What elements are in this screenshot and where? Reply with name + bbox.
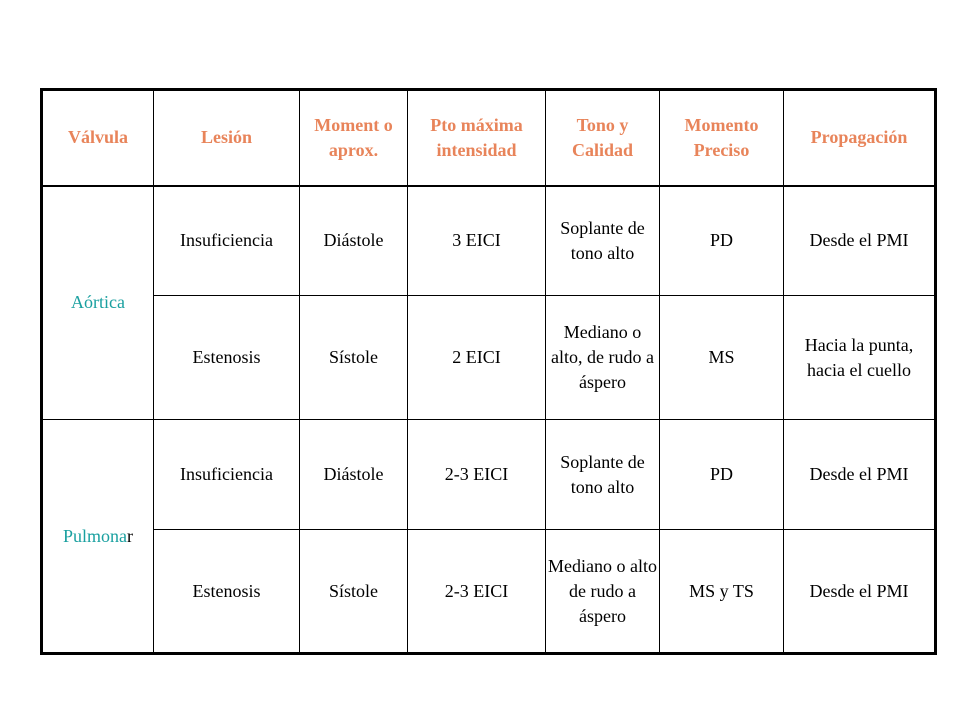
cell-momento: Sístole: [300, 530, 408, 654]
header-valvula: Válvula: [42, 90, 154, 186]
header-momento-aprox: Moment o aprox.: [300, 90, 408, 186]
valve-aortica: Aórtica: [42, 186, 154, 420]
cell-propagacion: Desde el PMI: [784, 186, 936, 296]
cell-lesion: Estenosis: [154, 530, 300, 654]
header-propagacion: Propagación: [784, 90, 936, 186]
cell-pto: 3 EICI: [408, 186, 546, 296]
cell-lesion: Insuficiencia: [154, 420, 300, 530]
table-row: [42, 530, 936, 654]
cell-preciso: PD: [660, 186, 784, 296]
valve-murmur-table: [40, 88, 937, 655]
header-momento-preciso: Momento Preciso: [660, 90, 784, 186]
cell-pto: 2-3 EICI: [408, 420, 546, 530]
table-row: [42, 186, 936, 296]
cell-preciso: MS y TS: [660, 530, 784, 654]
cell-tono: Mediano o alto, de rudo a áspero: [546, 296, 660, 420]
cell-momento: Sístole: [300, 296, 408, 420]
table-row: [42, 420, 936, 530]
cell-propagacion: Desde el PMI: [784, 420, 936, 530]
cell-pto: 2-3 EICI: [408, 530, 546, 654]
cell-tono: Mediano o alto de rudo a áspero: [546, 530, 660, 654]
cell-momento: Diástole: [300, 186, 408, 296]
cell-lesion: Estenosis: [154, 296, 300, 420]
cell-preciso: PD: [660, 420, 784, 530]
header-row: [42, 90, 936, 186]
cell-tono: Soplante de tono alto: [546, 186, 660, 296]
cell-preciso: MS: [660, 296, 784, 420]
cell-propagacion: Desde el PMI: [784, 530, 936, 654]
cell-momento: Diástole: [300, 420, 408, 530]
table-row: [42, 296, 936, 420]
header-tono-calidad: Tono y Calidad: [546, 90, 660, 186]
cell-tono: Soplante de tono alto: [546, 420, 660, 530]
header-pto-maxima: Pto máxima intensidad: [408, 90, 546, 186]
cell-propagacion: Hacia la punta, hacia el cuello: [784, 296, 936, 420]
header-lesion: Lesión: [154, 90, 300, 186]
cell-lesion: Insuficiencia: [154, 186, 300, 296]
cell-pto: 2 EICI: [408, 296, 546, 420]
valve-pulmonar: Pulmonar: [42, 420, 154, 654]
